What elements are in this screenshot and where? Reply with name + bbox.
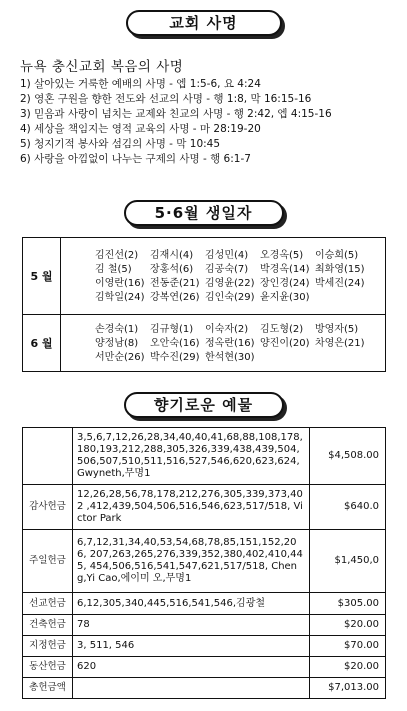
month-label: 5 월 — [23, 238, 61, 315]
birthday-name: 김학일(24) — [95, 291, 145, 303]
offering-donors: 6,12,305,340,445,516,541,546,김광철 — [73, 593, 310, 615]
offering-amount: $20.00 — [310, 657, 386, 678]
offering-row — [23, 615, 386, 636]
mission-item: 1) 살아있는 거룩한 예배의 사명 - 엡 1:5-6, 요 4:24 — [20, 78, 261, 90]
birthday-table — [22, 237, 386, 372]
birthday-name: 박경옥(14) — [260, 263, 310, 275]
birthday-name: 최화영(15) — [315, 263, 365, 275]
offering-row — [23, 678, 386, 699]
birthday-row-june — [23, 315, 386, 372]
birthday-name: 김성민(4) — [205, 249, 249, 261]
birthday-name: 장홍석(6) — [150, 263, 194, 275]
birthday-name: 정옥란(16) — [205, 337, 255, 349]
birthday-name: 김공숙(7) — [205, 263, 249, 275]
offering-row — [23, 636, 386, 657]
offering-amount: $1,450,0 — [310, 530, 386, 593]
offering-category: 건축헌금 — [23, 615, 73, 636]
birthday-name: 장인경(24) — [260, 277, 310, 289]
birthday-name: 차영은(21) — [315, 337, 365, 349]
birthday-name: 전동준(21) — [150, 277, 200, 289]
mission-heading: 교회 사명 — [126, 10, 282, 36]
offering-donors: 12,26,28,56,78,178,212,276,305,339,373,402 ,412,439,504,506,516,546,623,517/518, Victor Park — [73, 485, 310, 530]
birthday-name: 이승희(5) — [315, 249, 359, 261]
offering-category: 지정헌금 — [23, 636, 73, 657]
offering-table — [22, 427, 386, 699]
offering-category: 총헌금액 — [23, 678, 73, 699]
birthday-name: 김진선(2) — [95, 249, 139, 261]
offering-row — [23, 485, 386, 530]
birthday-row-may — [23, 238, 386, 315]
offering-category: 감사헌금 — [23, 485, 73, 530]
birthday-name: 이영란(16) — [95, 277, 145, 289]
birthday-name: 김 철(5) — [95, 263, 132, 275]
birthday-names-cell — [61, 238, 386, 315]
offering-donors: 620 — [73, 657, 310, 678]
offering-row — [23, 593, 386, 615]
birthday-name: 김영윤(22) — [205, 277, 255, 289]
birthday-name: 윤지윤(30) — [260, 291, 310, 303]
offering-row — [23, 530, 386, 593]
birthday-name: 박세진(24) — [315, 277, 365, 289]
offering-amount: $20.00 — [310, 615, 386, 636]
birthday-name: 김규형(1) — [150, 323, 194, 335]
birthday-name: 손경숙(1) — [95, 323, 139, 335]
offering-donors: 78 — [73, 615, 310, 636]
offering-donors — [73, 678, 310, 699]
mission-item: 3) 믿음과 사랑이 넘치는 교제와 친교의 사명 - 행 2:42, 엡 4:15-16 — [20, 108, 332, 120]
birthday-name: 서만순(26) — [95, 351, 145, 363]
birthday-heading: 5·6월 생일자 — [124, 200, 284, 226]
offering-donors: 3,5,6,7,12,26,28,34,40,40,41,68,88,108,178, 180,193,212,288,305,326,339,438,439,504, 506,507,510,511,516,527,546,620,623,624, Gwyneth,무명1 — [73, 428, 310, 485]
offering-amount: $70.00 — [310, 636, 386, 657]
mission-item: 6) 사랑을 아낌없이 나누는 구제의 사명 - 행 6:1-7 — [20, 153, 251, 165]
birthday-name: 김재시(4) — [150, 249, 194, 261]
offering-category — [23, 428, 73, 485]
offering-row — [23, 657, 386, 678]
offering-row — [23, 428, 386, 485]
offering-amount: $305.00 — [310, 593, 386, 615]
birthday-name: 김인숙(29) — [205, 291, 255, 303]
offering-donors: 6,7,12,31,34,40,53,54,68,78,85,151,152,206, 207,263,265,276,339,352,380,402,410,445, 454,506,516,541,547,621,517/518, Cheng,Yi Cao,에이미 오,무명1 — [73, 530, 310, 593]
birthday-name: 이숙자(2) — [205, 323, 249, 335]
birthday-names — [61, 319, 385, 368]
birthday-name: 오경옥(5) — [260, 249, 304, 261]
mission-title: 뉴욕 충신교회 복음의 사명 — [20, 59, 184, 75]
offering-amount: $640.0 — [310, 485, 386, 530]
birthday-name: 방영자(5) — [315, 323, 359, 335]
birthday-name: 한석현(30) — [205, 351, 255, 363]
mission-item: 5) 청지기적 봉사와 섬김의 사명 - 막 10:45 — [20, 138, 221, 150]
birthday-name: 김도형(2) — [260, 323, 304, 335]
offering-category: 주일헌금 — [23, 530, 73, 593]
offering-heading: 향기로운 예물 — [124, 392, 284, 418]
offering-donors: 3, 511, 546 — [73, 636, 310, 657]
birthday-names — [61, 245, 385, 308]
birthday-name: 양진이(20) — [260, 337, 310, 349]
offering-category: 동산헌금 — [23, 657, 73, 678]
mission-section — [20, 60, 390, 167]
month-label: 6 월 — [23, 315, 61, 372]
offering-amount: $7,013.00 — [310, 678, 386, 699]
birthday-name: 박수진(29) — [150, 351, 200, 363]
birthday-names-cell — [61, 315, 386, 372]
offering-amount: $4,508.00 — [310, 428, 386, 485]
mission-item: 2) 영혼 구원을 향한 전도와 선교의 사명 - 행 1:8, 막 16:15-16 — [20, 93, 312, 105]
mission-item: 4) 세상을 책임지는 영적 교육의 사명 - 마 28:19-20 — [20, 123, 261, 135]
birthday-name: 강복연(26) — [150, 291, 200, 303]
offering-category: 선교헌금 — [23, 593, 73, 615]
birthday-name: 양정남(8) — [95, 337, 139, 349]
birthday-name: 오안숙(16) — [150, 337, 200, 349]
